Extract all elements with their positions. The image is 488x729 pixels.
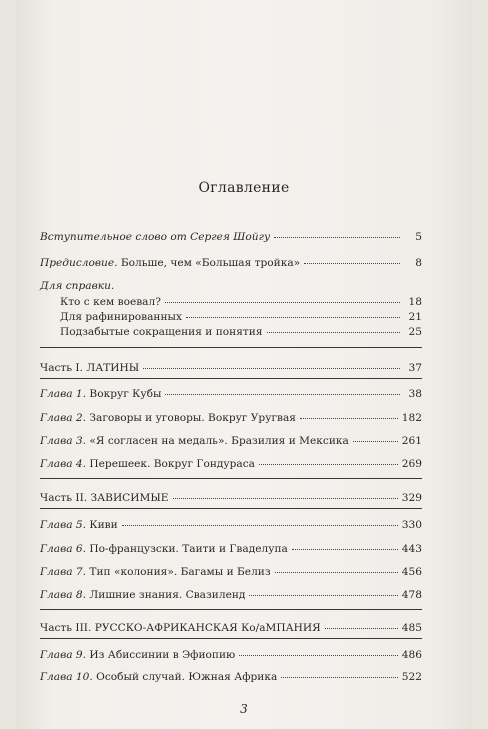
toc-page-number: 8 [415, 257, 422, 269]
toc-chapter [40, 564, 422, 578]
toc-page-number: 456 [401, 566, 422, 578]
toc-page-number: 329 [401, 492, 422, 504]
toc-page-number: 443 [401, 543, 422, 555]
leader-dots [173, 488, 398, 499]
toc-entry-label: Глава 2. Заговоры и уговоры. Вокруг Уругвая [40, 412, 296, 424]
toc-chapter [40, 669, 422, 683]
leader-dots [259, 454, 398, 465]
toc-page-number: 486 [401, 649, 422, 661]
toc-page-number: 37 [408, 362, 422, 374]
section-divider [40, 508, 422, 509]
toc-page-number: 38 [408, 388, 422, 400]
toc-entry-label: Предисловие. Больше, чем «Большая тройка» [40, 257, 301, 269]
toc-chapter [40, 456, 422, 470]
toc-entry-label: Глава 6. По-французски. Таити и Гваделупа [40, 543, 288, 555]
toc-entry-intro [40, 229, 422, 243]
toc-chapter [40, 433, 422, 447]
toc-chapter [40, 541, 422, 555]
toc-part-1 [40, 360, 422, 374]
leader-dots [304, 253, 400, 264]
toc-page-number: 478 [401, 589, 422, 601]
section-divider [40, 347, 422, 348]
toc-entry-label: Кто с кем воевал? [60, 296, 161, 308]
toc-part-label: Часть I. ЛАТИНЫ [40, 362, 140, 374]
leader-dots [274, 227, 400, 238]
leader-dots [249, 585, 397, 596]
toc-entry-label: Для рафинированных [60, 311, 182, 323]
toc-page-number: 182 [401, 412, 422, 424]
toc-chapter [40, 410, 422, 424]
toc-reference-item [60, 324, 422, 338]
section-divider [40, 638, 422, 639]
toc-chapter [40, 647, 422, 661]
toc-page-number: 25 [408, 326, 422, 338]
toc-chapter [40, 587, 422, 601]
leader-dots [292, 539, 398, 550]
toc-entry-label: Подзабытые сокращения и понятия [60, 326, 263, 338]
toc-chapter [40, 386, 422, 400]
toc-title: Оглавление [198, 180, 290, 196]
toc-part-2 [40, 490, 422, 504]
toc-entry-label: Глава 1. Вокруг Кубы [40, 388, 162, 400]
leader-dots [353, 431, 398, 442]
leader-dots [267, 322, 400, 333]
toc-reference-item [60, 294, 422, 308]
toc-entry-preface [40, 255, 422, 269]
toc-chapter [40, 517, 422, 531]
page-number: 3 [240, 702, 248, 716]
leader-dots [186, 307, 400, 318]
toc-page-number: 5 [415, 231, 422, 243]
toc-part-label: Часть III. РУССКО-АФРИКАНСКАЯ Ко/аМПАНИЯ [40, 622, 321, 634]
section-divider [40, 478, 422, 479]
toc-entry-label: Глава 9. Из Абиссинии в Эфиопию [40, 649, 236, 661]
toc-entry-label: Глава 7. Тип «колония». Багамы и Белиз [40, 566, 271, 578]
section-divider [40, 609, 422, 610]
toc-page-number: 522 [401, 671, 422, 683]
toc-entry-label: Глава 10. Особый случай. Южная Африка [40, 671, 278, 683]
toc-page-number: 21 [408, 311, 422, 323]
leader-dots [165, 292, 400, 303]
toc-page-number: 485 [401, 622, 422, 634]
toc-part-3 [40, 620, 422, 634]
leader-dots [165, 384, 400, 395]
leader-dots [300, 408, 398, 419]
toc-entry-label: Глава 4. Перешеек. Вокруг Гондураса [40, 458, 255, 470]
toc-page-number: 18 [408, 296, 422, 308]
toc-reference-item [60, 309, 422, 323]
leader-dots [143, 358, 400, 369]
leader-dots [281, 667, 397, 678]
toc-part-label: Часть II. ЗАВИСИМЫЕ [40, 492, 169, 504]
toc-entry-label: Глава 5. Киви [40, 519, 118, 531]
toc-entry-label: Глава 3. «Я согласен на медаль». Бразилия и Мексика [40, 435, 349, 447]
toc-entry-label: Глава 8. Лишние знания. Свазиленд [40, 589, 246, 601]
toc-page-number: 269 [401, 458, 422, 470]
toc-page-number: 261 [401, 435, 422, 447]
leader-dots [275, 562, 398, 573]
toc-reference-heading: Для справки. [40, 280, 115, 292]
toc-entry-label: Вступительное слово от Сергея Шойгу [40, 231, 271, 243]
leader-dots [122, 515, 398, 526]
toc-page-number: 330 [401, 519, 422, 531]
leader-dots [325, 618, 398, 629]
leader-dots [239, 645, 398, 656]
section-divider [40, 378, 422, 379]
